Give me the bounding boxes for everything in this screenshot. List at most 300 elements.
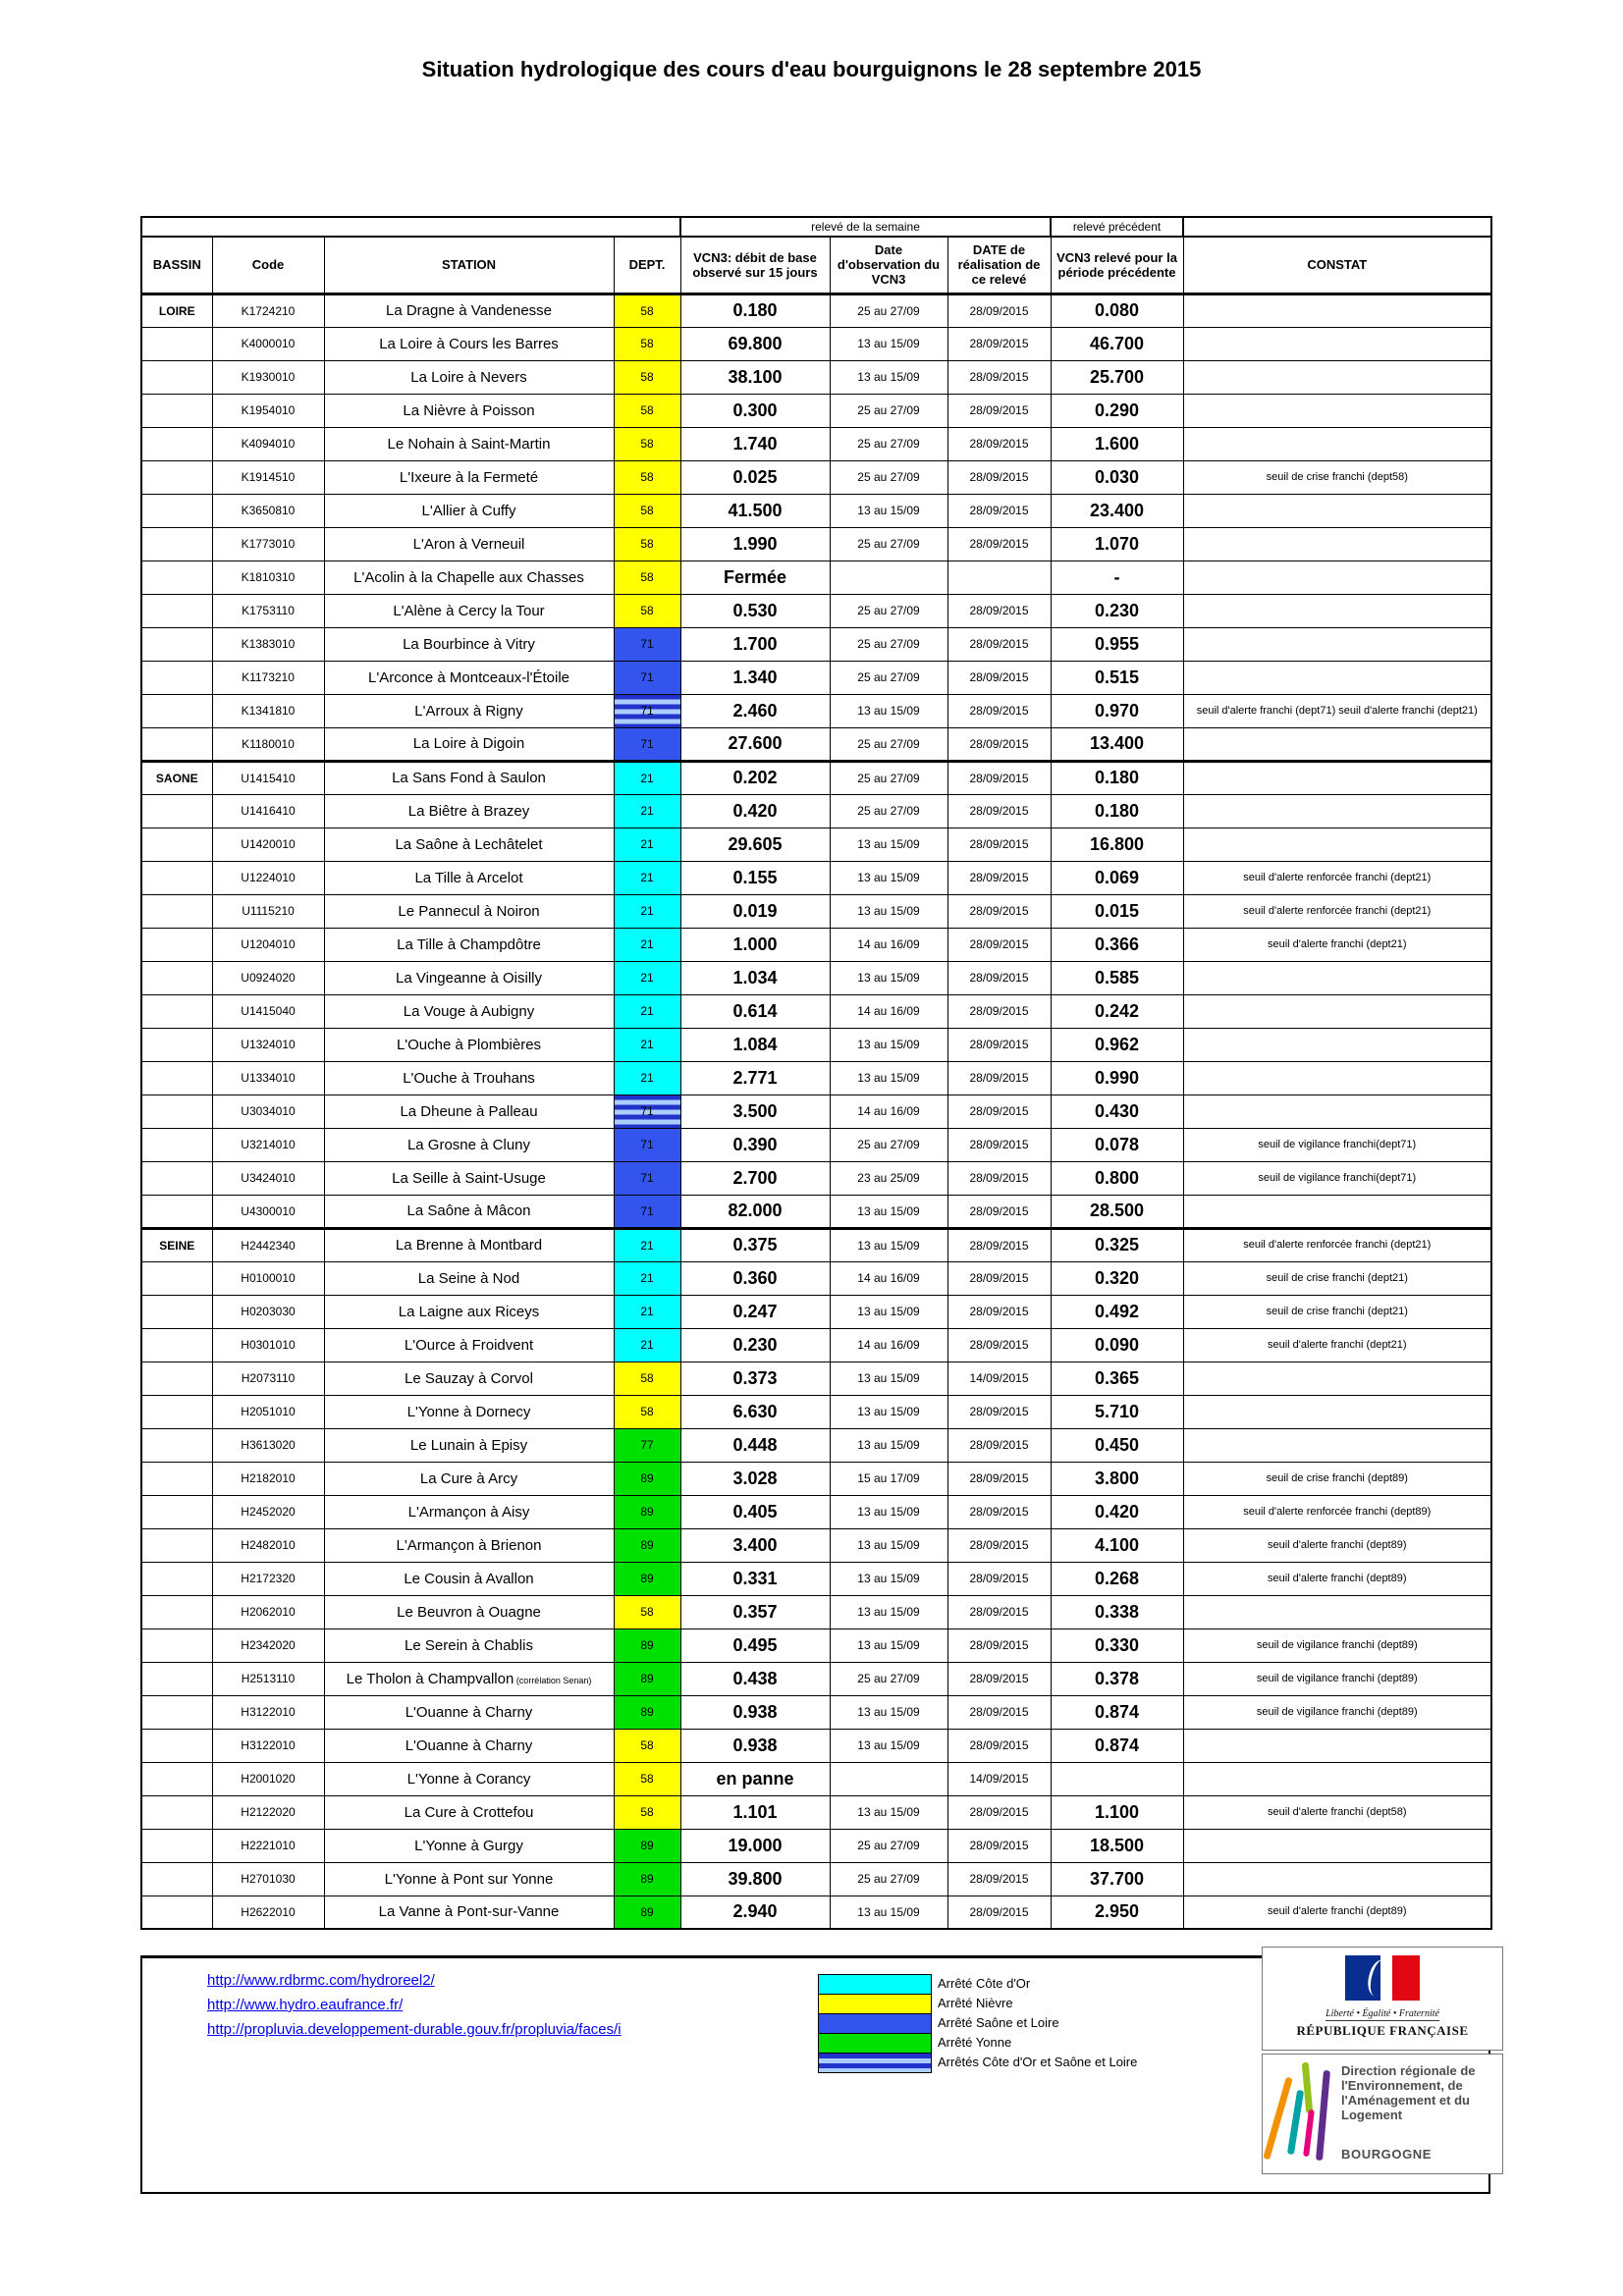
cell-code: K4000010 — [212, 327, 324, 360]
cell-code: U1415040 — [212, 994, 324, 1028]
cell-constat: seuil d'alerte franchi (dept89) — [1183, 1528, 1491, 1562]
legend-swatch-blue — [819, 2014, 931, 2034]
cell-vcn3: 0.331 — [680, 1562, 830, 1595]
cell-code: H3122010 — [212, 1729, 324, 1762]
cell-bassin — [141, 1896, 212, 1929]
cell-station: La Seine à Nod — [324, 1261, 614, 1295]
cell-dept: 58 — [614, 294, 680, 327]
cell-code: H2342020 — [212, 1629, 324, 1662]
cell-vcn3-precedent: 0.365 — [1051, 1362, 1183, 1395]
cell-bassin — [141, 1695, 212, 1729]
cell-code: K1724210 — [212, 294, 324, 327]
cell-date-realisation: 28/09/2015 — [947, 1495, 1051, 1528]
cell-constat: seuil de crise franchi (dept21) — [1183, 1295, 1491, 1328]
cell-code: H3613020 — [212, 1428, 324, 1462]
cell-date-observation — [830, 561, 947, 594]
cell-date-realisation: 28/09/2015 — [947, 1829, 1051, 1862]
cell-constat — [1183, 327, 1491, 360]
cell-station: L'Ource à Froidvent — [324, 1328, 614, 1362]
table-row — [141, 494, 1491, 527]
cell-dept: 21 — [614, 894, 680, 928]
hydrology-table-wrapper — [140, 216, 1492, 1930]
cell-vcn3-precedent: 5.710 — [1051, 1395, 1183, 1428]
cell-code: H2482010 — [212, 1528, 324, 1562]
cell-constat — [1183, 594, 1491, 627]
cell-dept: 89 — [614, 1495, 680, 1528]
cell-station: Le Cousin à Avallon — [324, 1562, 614, 1595]
table-row — [141, 1495, 1491, 1528]
legend-label: Arrêté Yonne — [938, 2035, 1012, 2050]
cell-date-observation: 13 au 15/09 — [830, 1428, 947, 1462]
cell-date-observation: 13 au 15/09 — [830, 1562, 947, 1595]
cell-bassin — [141, 627, 212, 661]
cell-constat: seuil de vigilance franchi (dept89) — [1183, 1695, 1491, 1729]
cell-bassin — [141, 527, 212, 561]
cell-vcn3-precedent: 0.430 — [1051, 1095, 1183, 1128]
table-row — [141, 894, 1491, 928]
table-row — [141, 727, 1491, 761]
cell-station: La Dheune à Palleau — [324, 1095, 614, 1128]
cell-vcn3: 1.340 — [680, 661, 830, 694]
cell-vcn3: 0.025 — [680, 460, 830, 494]
cell-code: H2172320 — [212, 1562, 324, 1595]
cell-date-observation: 25 au 27/09 — [830, 761, 947, 794]
cell-code: U4300010 — [212, 1195, 324, 1228]
cell-code: K1930010 — [212, 360, 324, 394]
cell-station: L'Arconce à Montceaux-l'Étoile — [324, 661, 614, 694]
cell-station: La Seille à Saint-Usuge — [324, 1161, 614, 1195]
cell-date-realisation: 28/09/2015 — [947, 1228, 1051, 1261]
cell-station: La Loire à Nevers — [324, 360, 614, 394]
cell-date-realisation: 28/09/2015 — [947, 1595, 1051, 1629]
cell-constat: seuil de vigilance franchi (dept89) — [1183, 1662, 1491, 1695]
cell-bassin — [141, 894, 212, 928]
cell-dept: 89 — [614, 1896, 680, 1929]
cell-constat: seuil d'alerte franchi (dept58) — [1183, 1795, 1491, 1829]
cell-date-observation: 13 au 15/09 — [830, 828, 947, 861]
cell-constat — [1183, 1428, 1491, 1462]
cell-vcn3: 1.034 — [680, 961, 830, 994]
cell-constat — [1183, 561, 1491, 594]
legend-label: Arrêté Saône et Loire — [938, 2015, 1059, 2030]
table-row — [141, 561, 1491, 594]
cell-constat — [1183, 1362, 1491, 1395]
table-row — [141, 928, 1491, 961]
cell-dept: 21 — [614, 761, 680, 794]
cell-vcn3: 6.630 — [680, 1395, 830, 1428]
cell-code: U3424010 — [212, 1161, 324, 1195]
cell-vcn3-precedent: 25.700 — [1051, 360, 1183, 394]
cell-code: H2701030 — [212, 1862, 324, 1896]
link-hydro-eaufrance[interactable]: http://www.hydro.eaufrance.fr/ — [207, 1997, 404, 2013]
cell-bassin — [141, 1061, 212, 1095]
cell-vcn3: 27.600 — [680, 727, 830, 761]
cell-code: H0301010 — [212, 1328, 324, 1362]
cell-vcn3-precedent: 0.320 — [1051, 1261, 1183, 1295]
cell-bassin — [141, 1662, 212, 1695]
cell-date-observation: 25 au 27/09 — [830, 1829, 947, 1862]
col-header-date-obs: Date d'observation du VCN3 — [830, 237, 947, 294]
legend-label: Arrêtés Côte d'Or et Saône et Loire — [938, 2055, 1138, 2069]
cell-date-observation: 13 au 15/09 — [830, 1495, 947, 1528]
cell-dept: 21 — [614, 828, 680, 861]
cell-vcn3-precedent: 0.325 — [1051, 1228, 1183, 1261]
cell-bassin — [141, 394, 212, 427]
table-row — [141, 994, 1491, 1028]
cell-vcn3: 3.400 — [680, 1528, 830, 1562]
table-row — [141, 1462, 1491, 1495]
cell-date-realisation: 28/09/2015 — [947, 427, 1051, 460]
cell-constat: seuil de crise franchi (dept21) — [1183, 1261, 1491, 1295]
table-row — [141, 1729, 1491, 1762]
cell-dept: 89 — [614, 1695, 680, 1729]
cell-constat — [1183, 427, 1491, 460]
cell-date-observation: 13 au 15/09 — [830, 694, 947, 727]
cell-date-observation: 13 au 15/09 — [830, 1295, 947, 1328]
cell-code: H2182010 — [212, 1462, 324, 1495]
cell-dept: 21 — [614, 1328, 680, 1362]
cell-date-realisation: 28/09/2015 — [947, 1161, 1051, 1195]
cell-vcn3-precedent: 0.338 — [1051, 1595, 1183, 1629]
cell-code: U1416410 — [212, 794, 324, 828]
cell-constat — [1183, 1028, 1491, 1061]
table-row — [141, 1061, 1491, 1095]
cell-constat: seuil d'alerte franchi (dept89) — [1183, 1562, 1491, 1595]
cell-vcn3: 2.771 — [680, 1061, 830, 1095]
table-row — [141, 1161, 1491, 1195]
cell-vcn3-precedent: 0.090 — [1051, 1328, 1183, 1362]
cell-bassin — [141, 594, 212, 627]
cell-vcn3: 0.155 — [680, 861, 830, 894]
cell-code: H2221010 — [212, 1829, 324, 1862]
cell-vcn3-precedent: 0.955 — [1051, 627, 1183, 661]
table-row — [141, 1395, 1491, 1428]
cell-bassin — [141, 727, 212, 761]
cell-station: L'Alène à Cercy la Tour — [324, 594, 614, 627]
cell-date-observation: 25 au 27/09 — [830, 794, 947, 828]
cell-dept: 58 — [614, 527, 680, 561]
cell-constat — [1183, 1095, 1491, 1128]
cell-constat: seuil de vigilance franchi (dept89) — [1183, 1629, 1491, 1662]
cell-bassin — [141, 861, 212, 894]
cell-code: H2001020 — [212, 1762, 324, 1795]
cell-station: L'Arroux à Rigny — [324, 694, 614, 727]
table-row — [141, 1128, 1491, 1161]
cell-bassin — [141, 794, 212, 828]
cell-date-realisation: 28/09/2015 — [947, 494, 1051, 527]
table-row — [141, 1095, 1491, 1128]
cell-vcn3-precedent: 23.400 — [1051, 494, 1183, 527]
cell-station: Le Serein à Chablis — [324, 1629, 614, 1662]
dreal-sticks-icon — [1271, 2060, 1333, 2166]
cell-station: L'Ouche à Plombières — [324, 1028, 614, 1061]
table-row — [141, 294, 1491, 327]
cell-bassin: SAONE — [141, 761, 212, 794]
table-row — [141, 360, 1491, 394]
cell-dept: 58 — [614, 427, 680, 460]
cell-dept: 71 — [614, 727, 680, 761]
legend-swatch-yellow — [819, 1995, 931, 2014]
cell-date-observation: 13 au 15/09 — [830, 360, 947, 394]
cell-code: H2073110 — [212, 1362, 324, 1395]
table-row — [141, 327, 1491, 360]
cell-vcn3: 0.495 — [680, 1629, 830, 1662]
cell-vcn3: 0.373 — [680, 1362, 830, 1395]
cell-bassin — [141, 460, 212, 494]
cell-vcn3: 1.740 — [680, 427, 830, 460]
cell-vcn3-precedent: 3.800 — [1051, 1462, 1183, 1495]
cell-station: La Cure à Crottefou — [324, 1795, 614, 1829]
cell-date-realisation: 28/09/2015 — [947, 527, 1051, 561]
marianne-flag-icon — [1345, 1955, 1420, 2001]
cell-date-realisation: 28/09/2015 — [947, 1395, 1051, 1428]
legend-labels — [938, 1974, 1137, 2072]
cell-date-realisation: 28/09/2015 — [947, 994, 1051, 1028]
cell-vcn3: 0.438 — [680, 1662, 830, 1695]
cell-bassin — [141, 1629, 212, 1662]
table-row — [141, 1228, 1491, 1261]
cell-date-realisation: 28/09/2015 — [947, 1195, 1051, 1228]
link-propluvia[interactable]: http://propluvia.developpement-durable.gouv.fr/propluvia/faces/i — [207, 2021, 622, 2038]
cell-date-observation: 14 au 16/09 — [830, 928, 947, 961]
cell-code: K3650810 — [212, 494, 324, 527]
cell-station: La Biêtre à Brazey — [324, 794, 614, 828]
cell-date-observation: 14 au 16/09 — [830, 1261, 947, 1295]
cell-vcn3: 29.605 — [680, 828, 830, 861]
cell-vcn3-precedent: 46.700 — [1051, 327, 1183, 360]
cell-code: U1420010 — [212, 828, 324, 861]
cell-vcn3: 0.530 — [680, 594, 830, 627]
cell-code: K1341810 — [212, 694, 324, 727]
cell-date-realisation: 28/09/2015 — [947, 1261, 1051, 1295]
cell-station: L'Ouanne à Charny — [324, 1695, 614, 1729]
cell-bassin — [141, 928, 212, 961]
cell-bassin — [141, 1328, 212, 1362]
cell-bassin — [141, 494, 212, 527]
cell-station: L'Yonne à Dornecy — [324, 1395, 614, 1428]
cell-date-observation: 13 au 15/09 — [830, 327, 947, 360]
cell-dept: 71 — [614, 627, 680, 661]
cell-bassin — [141, 1528, 212, 1562]
cell-bassin — [141, 1195, 212, 1228]
cell-date-observation — [830, 1762, 947, 1795]
cell-bassin — [141, 1862, 212, 1896]
cell-date-realisation: 28/09/2015 — [947, 1528, 1051, 1562]
cell-vcn3-precedent: 0.180 — [1051, 794, 1183, 828]
cell-bassin — [141, 1028, 212, 1061]
cell-constat — [1183, 961, 1491, 994]
table-row — [141, 1562, 1491, 1595]
cell-bassin — [141, 1829, 212, 1862]
band-releve-precedent: relevé précédent — [1051, 217, 1183, 237]
cell-vcn3-precedent: 0.585 — [1051, 961, 1183, 994]
band-empty-right — [1183, 217, 1491, 237]
cell-vcn3-precedent: 0.800 — [1051, 1161, 1183, 1195]
table-row — [141, 1662, 1491, 1695]
cell-code: H2051010 — [212, 1395, 324, 1428]
col-header-vcn3: VCN3: débit de base observé sur 15 jours — [680, 237, 830, 294]
cell-date-realisation: 28/09/2015 — [947, 1428, 1051, 1462]
cell-vcn3-precedent: 0.515 — [1051, 661, 1183, 694]
cell-date-observation: 13 au 15/09 — [830, 1028, 947, 1061]
cell-vcn3-precedent: 0.230 — [1051, 594, 1183, 627]
cell-date-observation: 13 au 15/09 — [830, 1729, 947, 1762]
table-row — [141, 460, 1491, 494]
cell-vcn3: 0.180 — [680, 294, 830, 327]
cell-constat — [1183, 1729, 1491, 1762]
cell-vcn3-precedent: - — [1051, 561, 1183, 594]
cell-constat: seuil d'alerte franchi (dept21) — [1183, 1328, 1491, 1362]
cell-station: L'Ixeure à la Fermeté — [324, 460, 614, 494]
cell-vcn3-precedent: 0.069 — [1051, 861, 1183, 894]
cell-vcn3: 1.084 — [680, 1028, 830, 1061]
cell-vcn3-precedent: 1.070 — [1051, 527, 1183, 561]
cell-date-realisation: 28/09/2015 — [947, 661, 1051, 694]
cell-vcn3-precedent: 0.268 — [1051, 1562, 1183, 1595]
cell-bassin: SEINE — [141, 1228, 212, 1261]
cell-code: U1115210 — [212, 894, 324, 928]
cell-date-observation: 13 au 15/09 — [830, 1695, 947, 1729]
cell-station: Le Sauzay à Corvol — [324, 1362, 614, 1395]
cell-date-observation: 25 au 27/09 — [830, 427, 947, 460]
cell-vcn3: 0.202 — [680, 761, 830, 794]
cell-bassin — [141, 427, 212, 460]
cell-code: H2442340 — [212, 1228, 324, 1261]
cell-date-realisation: 14/09/2015 — [947, 1762, 1051, 1795]
cell-date-realisation: 28/09/2015 — [947, 828, 1051, 861]
cell-dept: 21 — [614, 1295, 680, 1328]
cell-code: K1383010 — [212, 627, 324, 661]
cell-date-realisation: 28/09/2015 — [947, 294, 1051, 327]
cell-vcn3-precedent: 0.874 — [1051, 1729, 1183, 1762]
cell-dept: 58 — [614, 1762, 680, 1795]
cell-date-observation: 13 au 15/09 — [830, 1795, 947, 1829]
cell-station: L'Ouche à Trouhans — [324, 1061, 614, 1095]
cell-date-observation: 13 au 15/09 — [830, 1896, 947, 1929]
link-hydroreel[interactable]: http://www.rdbrmc.com/hydroreel2/ — [207, 1972, 435, 1989]
cell-date-realisation: 28/09/2015 — [947, 1562, 1051, 1595]
cell-date-observation: 25 au 27/09 — [830, 661, 947, 694]
cell-constat — [1183, 1862, 1491, 1896]
cell-code: K1753110 — [212, 594, 324, 627]
cell-bassin — [141, 1295, 212, 1328]
cell-vcn3: 1.990 — [680, 527, 830, 561]
cell-date-realisation — [947, 561, 1051, 594]
cell-vcn3: 2.940 — [680, 1896, 830, 1929]
cell-vcn3-precedent — [1051, 1762, 1183, 1795]
cell-date-observation: 25 au 27/09 — [830, 1128, 947, 1161]
cell-vcn3: 0.247 — [680, 1295, 830, 1328]
cell-vcn3-precedent: 0.450 — [1051, 1428, 1183, 1462]
cell-dept: 77 — [614, 1428, 680, 1462]
cell-station: L'Yonne à Corancy — [324, 1762, 614, 1795]
cell-date-realisation: 28/09/2015 — [947, 1729, 1051, 1762]
cell-station: L'Yonne à Gurgy — [324, 1829, 614, 1862]
cell-date-realisation: 28/09/2015 — [947, 1328, 1051, 1362]
cell-code: K4094010 — [212, 427, 324, 460]
cell-date-observation: 13 au 15/09 — [830, 961, 947, 994]
cell-date-realisation: 28/09/2015 — [947, 1629, 1051, 1662]
cell-dept: 58 — [614, 394, 680, 427]
col-header-date-real: DATE de réalisation de ce relevé — [947, 237, 1051, 294]
legend-swatches — [818, 1974, 932, 2073]
cell-bassin — [141, 360, 212, 394]
table-row — [141, 694, 1491, 727]
cell-bassin — [141, 1161, 212, 1195]
table-row — [141, 1362, 1491, 1395]
cell-station: L'Ouanne à Charny — [324, 1729, 614, 1762]
table-row — [141, 594, 1491, 627]
cell-dept: 21 — [614, 994, 680, 1028]
cell-date-realisation: 28/09/2015 — [947, 1695, 1051, 1729]
cell-constat — [1183, 761, 1491, 794]
cell-bassin — [141, 1762, 212, 1795]
cell-bassin — [141, 1395, 212, 1428]
cell-code: H2622010 — [212, 1896, 324, 1929]
cell-constat — [1183, 294, 1491, 327]
cell-bassin — [141, 561, 212, 594]
cell-vcn3-precedent: 0.330 — [1051, 1629, 1183, 1662]
cell-bassin — [141, 1362, 212, 1395]
col-header-code: Code — [212, 237, 324, 294]
table-row — [141, 1695, 1491, 1729]
cell-vcn3-precedent: 0.378 — [1051, 1662, 1183, 1695]
cell-dept: 71 — [614, 1161, 680, 1195]
cell-constat — [1183, 1829, 1491, 1862]
cell-vcn3-precedent: 18.500 — [1051, 1829, 1183, 1862]
cell-station: Le Nohain à Saint-Martin — [324, 427, 614, 460]
cell-vcn3-precedent: 0.962 — [1051, 1028, 1183, 1061]
table-row — [141, 427, 1491, 460]
cell-date-realisation: 28/09/2015 — [947, 1862, 1051, 1896]
cell-station: La Tille à Champdôtre — [324, 928, 614, 961]
cell-bassin — [141, 694, 212, 727]
cell-date-observation: 13 au 15/09 — [830, 1528, 947, 1562]
cell-vcn3: 0.375 — [680, 1228, 830, 1261]
cell-code: K1914510 — [212, 460, 324, 494]
cell-vcn3-precedent: 0.970 — [1051, 694, 1183, 727]
legend-label: Arrêté Nièvre — [938, 1996, 1013, 2010]
cell-dept: 21 — [614, 794, 680, 828]
cell-constat: seuil d'alerte renforcée franchi (dept21) — [1183, 861, 1491, 894]
cell-bassin: LOIRE — [141, 294, 212, 327]
cell-bassin — [141, 1562, 212, 1595]
cell-constat — [1183, 1395, 1491, 1428]
cell-bassin — [141, 661, 212, 694]
cell-vcn3-precedent: 0.492 — [1051, 1295, 1183, 1328]
cell-date-realisation: 28/09/2015 — [947, 1662, 1051, 1695]
cell-date-observation: 14 au 16/09 — [830, 994, 947, 1028]
cell-date-realisation: 28/09/2015 — [947, 1095, 1051, 1128]
table-body — [141, 294, 1491, 1929]
cell-vcn3-precedent: 0.180 — [1051, 761, 1183, 794]
cell-vcn3: 39.800 — [680, 1862, 830, 1896]
cell-vcn3-precedent: 0.990 — [1051, 1061, 1183, 1095]
cell-bassin — [141, 1495, 212, 1528]
table-row — [141, 527, 1491, 561]
cell-station: L'Aron à Verneuil — [324, 527, 614, 561]
cell-date-observation: 25 au 27/09 — [830, 527, 947, 561]
cell-constat — [1183, 1762, 1491, 1795]
cell-date-observation: 25 au 27/09 — [830, 1862, 947, 1896]
cell-constat — [1183, 1061, 1491, 1095]
cell-bassin — [141, 1729, 212, 1762]
cell-bassin — [141, 994, 212, 1028]
cell-station: La Saône à Lechâtelet — [324, 828, 614, 861]
legend-label: Arrêté Côte d'Or — [938, 1976, 1031, 1991]
cell-date-realisation: 28/09/2015 — [947, 1896, 1051, 1929]
cell-code: U3034010 — [212, 1095, 324, 1128]
